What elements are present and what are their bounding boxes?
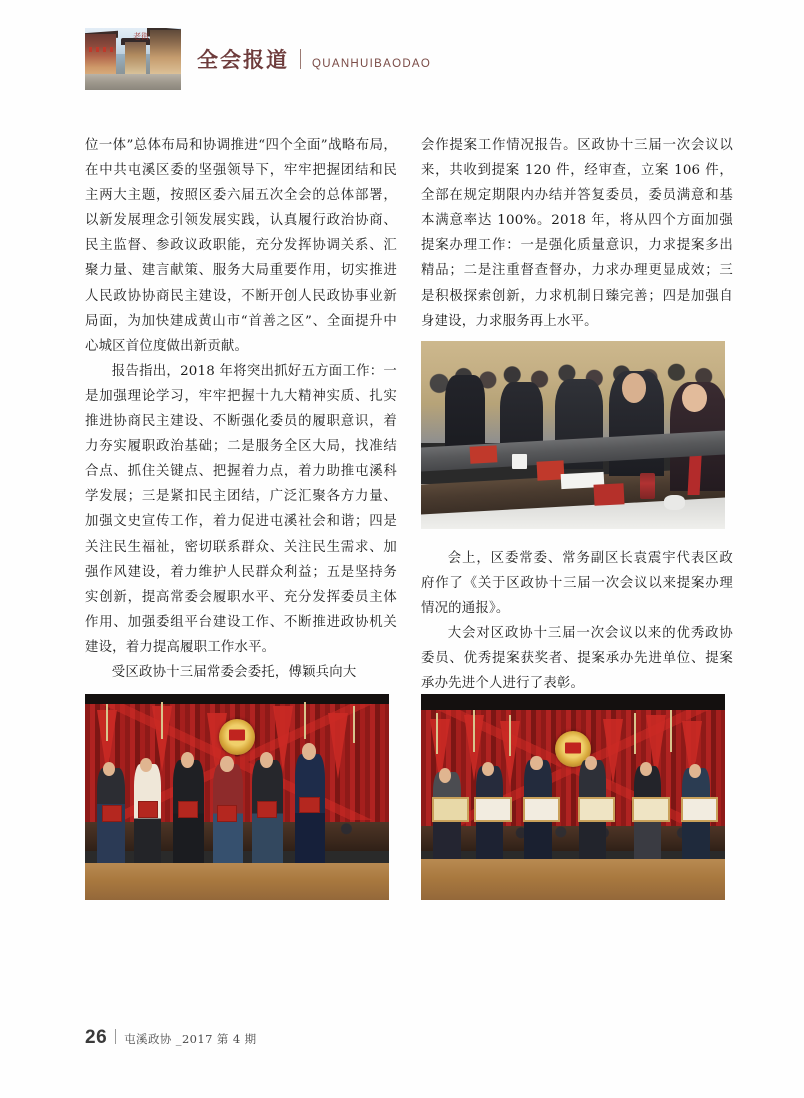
right-text-column bbox=[421, 133, 733, 334]
page-number: 26 bbox=[85, 1027, 108, 1048]
page-footer bbox=[85, 1027, 257, 1049]
paragraph-commendation: 大会对区政协十三届一次会议以来的优秀政协委员、优秀提案获奖者、提案承办先进单位、提案承办先进个人进行了表彰。 bbox=[421, 626, 733, 692]
left-text-column bbox=[85, 133, 397, 685]
title-divider bbox=[300, 49, 301, 69]
section-title-pinyin: QUANHUIBAODAO bbox=[312, 58, 432, 70]
award-ceremony-certificates-photo bbox=[85, 694, 389, 900]
masthead-seal-icon: 老街 bbox=[133, 31, 150, 41]
right-text-column-lower bbox=[421, 546, 733, 697]
masthead-title-group bbox=[197, 44, 431, 74]
publication-info: 屯溪政协 _2017 第 4 期 bbox=[124, 1032, 257, 1046]
paragraph-report-points: 报告指出，2018 年将突出抓好五方面工作：一是加强理论学习，牢牢把握十九大精神实质、扎实推进协商民主建设、不断强化委员的履职意识，着力夯实履职政治基础；二是服务全区大局，找准结合点、抓住关键点、把握着力点，着力助推屯溪科学发展；三是紧扣民主团结，广泛汇聚各方力量、加强文史宣传工作，着力促进屯溪社会和谐；四是关注民生福祉，密切联系群众、关注民生需求、加强作风建设，着力维护人民群众利益；五是坚持务实创新，提高常委会履职水平、充分发挥委员主体作用、加强委组平台建设工作、不断推进政协机关建设，着力提高履职工作水平。 bbox=[85, 363, 397, 655]
paragraph-proposal-work: 会作提案工作情况报告。区政协十三届一次会议以来，共收到提案 120 件，经审查，立案 106 件，全部在规定期限内办结并答复委员，委员满意和基本满意率达 100%。2018 年，将从四个方面加强提案办理工作：一是强化质量意识，力求提案多出精品；二是注重督查督办，力求办理更显成效；三是积极探索创新，力求机制日臻完善；四是加强自身建设，力求服务再上水平。 bbox=[421, 138, 733, 329]
masthead-street-photo bbox=[85, 28, 181, 90]
masthead bbox=[85, 28, 725, 90]
paragraph-entrusted: 受区政协十三届常委会委托，傅颖兵向大 bbox=[111, 664, 357, 680]
paragraph-continued: 位一体”总体布局和协调推进“四个全面”战略布局，在中共屯溪区委的坚强领导下，牢牢把握团结和民主两大主题，按照区委六届五次全会的总体部署，以新发展理念引领发展实践，认真履行政治协商、民主监督、参政议政职能，充分发挥协调关系、汇聚力量、建言献策、服务大局重要作用，切实推进人民政协协商民主建设，不断开创人民政协事业新局面，为加快建成黄山市“首善之区”、全面提升中心城区首位度做出新贡献。 bbox=[85, 138, 397, 354]
paragraph-government-report: 会上，区委常委、常务副区长袁震宇代表区政府作了《关于区政协十三届一次会议以来提案办理情况的通报》。 bbox=[421, 551, 733, 617]
award-ceremony-plaques-photo bbox=[421, 694, 725, 900]
footer-divider bbox=[115, 1029, 116, 1044]
section-title-cn: 全会报道 bbox=[197, 47, 289, 72]
conference-attendees-photo bbox=[421, 341, 725, 529]
cppcc-emblem-icon bbox=[219, 719, 255, 755]
